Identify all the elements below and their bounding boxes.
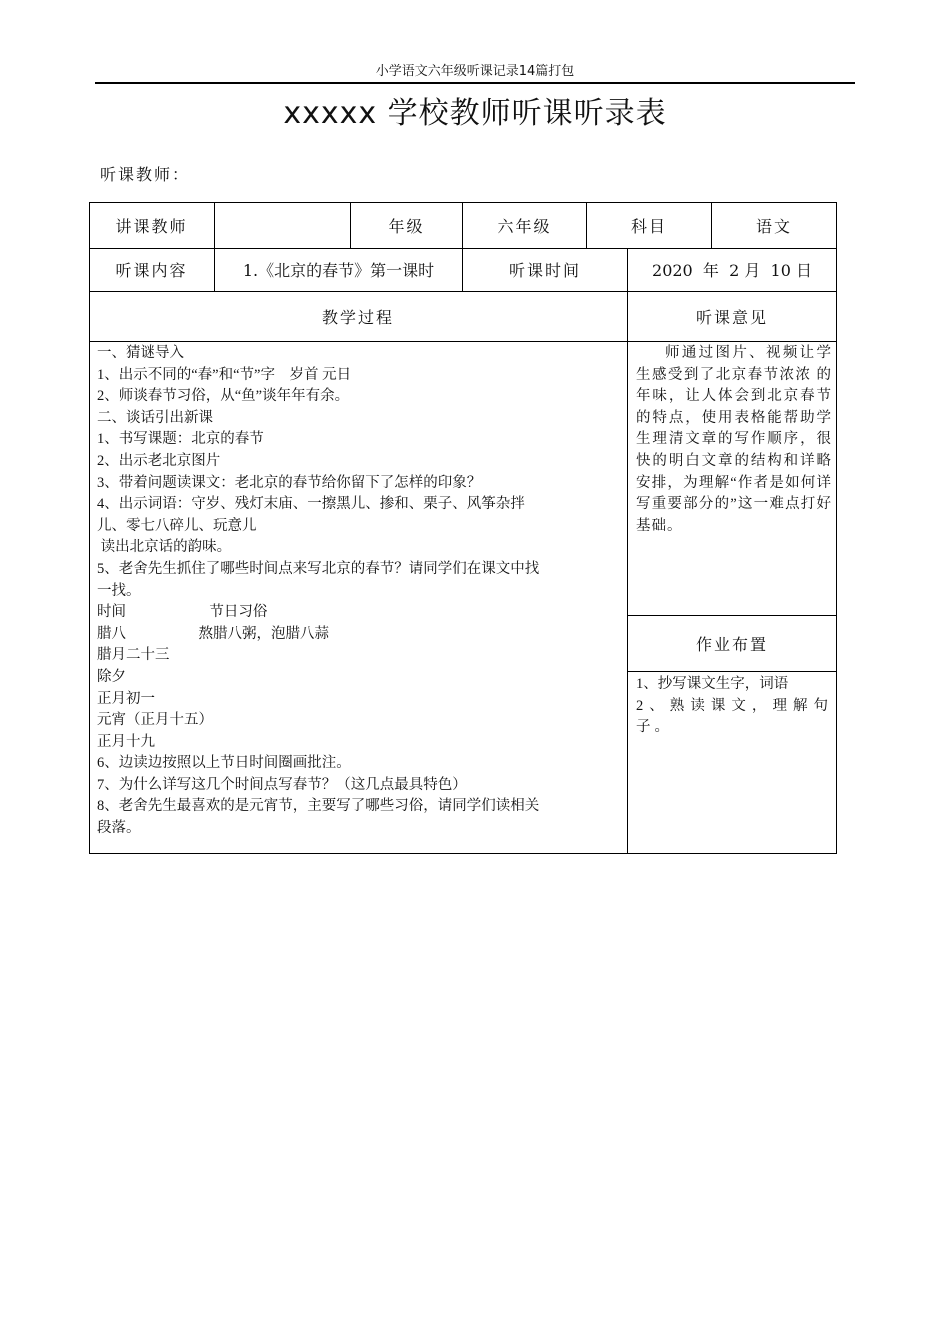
teaching-process	[97, 343, 623, 840]
process-line: 1、书写课题：北京的春节	[97, 431, 264, 448]
process-line: 一找。	[97, 582, 141, 599]
process-line: 元宵（正月十五）	[97, 712, 213, 729]
process-line: 一、猜谜导入	[97, 345, 184, 361]
process-line: 正月初一	[97, 690, 155, 707]
subject-value: 语文	[755, 216, 792, 236]
table-border-right	[836, 202, 837, 854]
process-line: 6、边读边按照以上节日时间圈画批注。	[97, 755, 351, 772]
process-line: 5、老舍先生抓住了哪些时间点来写北京的春节？请同学们在课文中找	[97, 560, 540, 577]
homework-header: 作业布置	[695, 635, 768, 654]
observer-label: 听课教师：	[100, 165, 191, 184]
opinion-header: 听课意见	[695, 307, 768, 327]
process-line: 腊八 熬腊八粥，泡腊八蒜	[97, 625, 329, 642]
process-line: 时间 节日习俗	[97, 604, 268, 621]
process-line: 1、出示不同的“春”和“节”字 岁首 元日	[97, 366, 352, 383]
process-line: 儿、零七八碎儿、玩意儿	[97, 517, 257, 534]
process-line: 8、老舍先生最喜欢的是元宵节，主要写了哪些习俗，请同学们读相关	[97, 798, 540, 815]
teacher-label: 讲课教师	[115, 216, 188, 236]
process-line: 腊月二十三	[97, 647, 170, 664]
process-line: 2、出示老北京图片	[97, 452, 221, 469]
teacher-value	[215, 202, 350, 248]
content-label: 听课内容	[115, 261, 188, 280]
process-line: 二、谈话引出新课	[97, 409, 213, 426]
time-value: 2020 年 2 月 10 日	[652, 261, 812, 280]
subject-label: 科目	[630, 216, 667, 236]
process-line: 段落。	[97, 820, 141, 837]
process-line: 2、师谈春节习俗，从“鱼”谈年年有余。	[97, 388, 350, 405]
process-line: 7、为什么详写这几个时间点写春节？（这几点最具特色）	[97, 776, 467, 793]
grade-label: 年级	[388, 216, 425, 236]
table-border-bottom	[89, 853, 837, 854]
homework-list	[636, 674, 832, 739]
row-divider	[89, 341, 837, 342]
observation-form-table	[89, 202, 837, 854]
process-line: 正月十九	[97, 733, 155, 750]
grade-value: 六年级	[497, 216, 552, 236]
running-header: 小学语文六年级听课记录14篇打包	[375, 64, 575, 79]
time-label: 听课时间	[508, 261, 581, 280]
process-line: 3、带着问题读课文：老北京的春节给你留下了怎样的印象？	[97, 474, 482, 491]
process-line: 除夕	[97, 668, 126, 685]
homework-item: 2、熟读课文，理解句子。	[636, 697, 832, 736]
process-line: 读出北京话的韵味。	[97, 539, 232, 556]
content-value: 1.《北京的春节》第一课时	[242, 261, 435, 280]
process-line: 4、出示词语：守岁、残灯末庙、一擦黑儿、掺和、栗子、风筝杂拌	[97, 496, 525, 513]
process-header: 教学过程	[321, 307, 394, 327]
homework-item: 1、抄写课文生字，词语	[636, 676, 789, 692]
page-title: xxxxx 学校教师听课听录表	[283, 96, 667, 131]
observation-opinion: 师通过图片、视频让学生感受到了北京春节浓浓 的年味，让人体会到北京春节的特点，使用表格能帮助学生理清文章的写作顺序，很快的明白文章的结构和详略安排，为理解“作者是如何详写重要部分的”这一难点打好基础。	[636, 345, 832, 534]
row-divider	[627, 671, 837, 672]
header-rule	[95, 82, 855, 84]
